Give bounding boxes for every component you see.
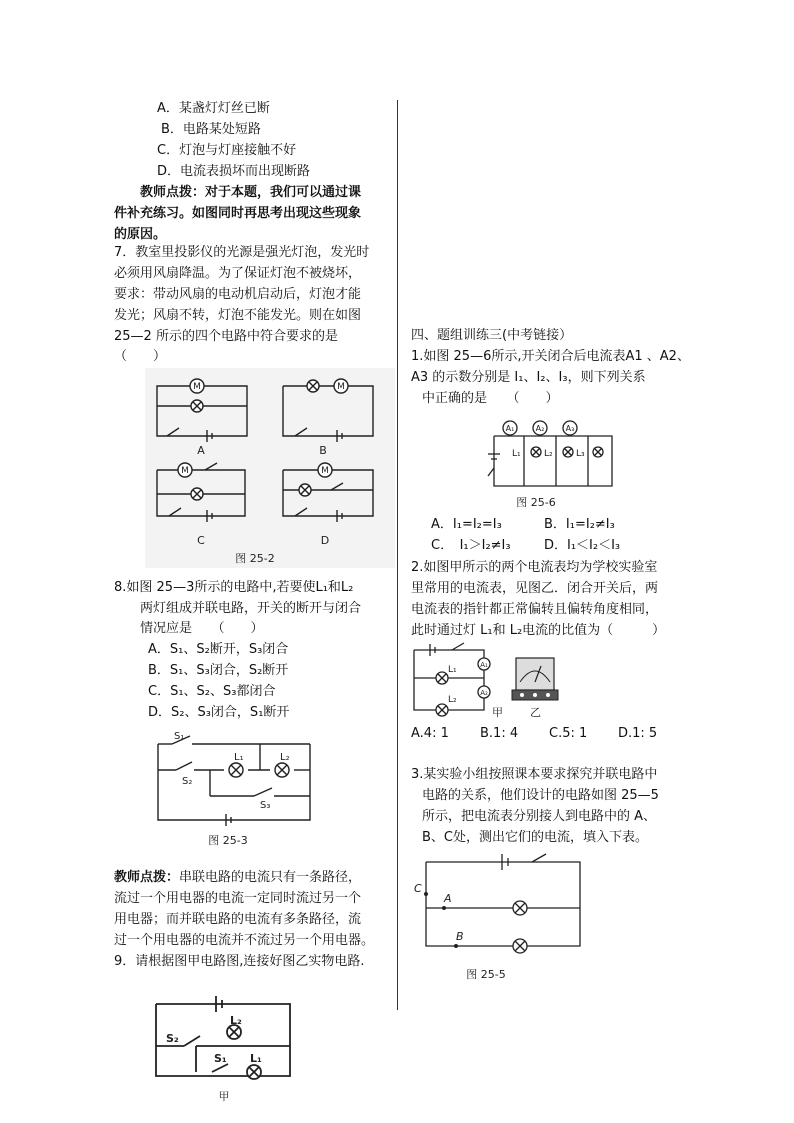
r-q3-line-3: 所示，把电流表分别接人到电路中的 A、 — [422, 809, 657, 824]
circuit-label-b: B — [319, 444, 327, 457]
q8-line-1: 8.如图 25—3所示的电路中,若要使L₁和L₂ — [114, 580, 354, 595]
r-q2-option-b: B.1: 4 — [480, 726, 519, 741]
r-q2-line-3: 电流表的指针都正常偏转且偏转角度相同， — [411, 602, 659, 617]
a2-label: A₂ — [480, 689, 488, 697]
q8-option-d: D．S₂、S₃闭合，S₁断开 — [148, 705, 290, 720]
r-q1-line-1: 1.如图 25—6所示,开关闭合后电流表A1 、A2、 — [411, 349, 690, 364]
r-q1-option-b: B．I₁=I₂≠I₃ — [544, 517, 615, 532]
q6-option-c: C．灯泡与灯座接触不好 — [157, 143, 297, 158]
l1-label: L₁ — [250, 1052, 262, 1065]
q7-line-1: 7．教室里投影仪的光源是强光灯泡，发光时 — [114, 245, 370, 260]
teacher-tip-1-line-3: 的原因。 — [114, 227, 167, 242]
l1-label: L₁ — [512, 449, 521, 459]
switch-icon — [452, 643, 464, 650]
teacher-tip-1-line-2: 件补充练习。如图同时再思考出现这些现象 — [114, 206, 362, 221]
figure-caption: 图 25-5 — [466, 968, 506, 981]
switch-s2-icon — [184, 1036, 200, 1046]
teacher-tip-2-line-1 — [114, 867, 361, 888]
a1-label: A₁ — [480, 661, 488, 669]
q8-option-c: C．S₁、S₂、S₃都闭合 — [148, 684, 276, 699]
motor-label: M — [337, 382, 345, 392]
r-q2-option-c: C.5: 1 — [549, 726, 588, 741]
motor-label: M — [321, 466, 329, 476]
motor-label: M — [193, 382, 201, 392]
r-q1-line-2: A3 的示数分别是 I₁、I₂、I₃，则下列关系 — [411, 370, 646, 385]
figure-25-5 — [410, 850, 600, 990]
q7-line-2: 必须用风扇降温。为了保证灯泡不被烧坏， — [114, 266, 362, 281]
l3-label: L₃ — [576, 449, 585, 459]
r-q3-line-1: 3.某实验小组按照课本要求探究并联电路中 — [411, 767, 658, 782]
q6-option-d: D．电流表损坏而出现断路 — [157, 164, 311, 179]
figure-caption: 图 25-3 — [208, 834, 248, 847]
l2-label: L₂ — [230, 1014, 242, 1027]
switch-icon — [532, 854, 546, 862]
r-q3-line-4: B、C处，测出它们的电流，填入下表。 — [422, 830, 648, 845]
teacher-tip-2-text: 串联电路的电流只有一条路径， — [179, 870, 362, 885]
a-label: A — [444, 892, 452, 905]
q8-line-3: 情况应是 （ ） — [140, 621, 264, 636]
teacher-tip-2-line-3: 用电器；而并联电路的电流有多条路径，流 — [114, 912, 362, 927]
figure-jia-circuit — [150, 986, 300, 1104]
point-c — [424, 892, 428, 896]
l1-label: L₁ — [448, 665, 457, 675]
teacher-tip-2-line-4: 过一个用电器的电流并不流过另一个用电器。 — [114, 933, 375, 948]
q7-line-3: 要求：带动风扇的电动机启动后，灯泡才能 — [114, 287, 362, 302]
r-q3-line-2: 电路的关系，他们设计的电路如图 25—5 — [422, 788, 659, 803]
switch-s3-icon — [254, 788, 272, 796]
r-q1-option-a: A．I₁=I₂=I₃ — [431, 517, 502, 532]
a1-label: A₁ — [505, 424, 515, 433]
circuit-label-d: D — [320, 534, 330, 547]
l2-label: L₂ — [280, 752, 290, 763]
figure-25-6 — [486, 414, 636, 510]
r-q2-line-2: 里常用的电流表，见图乙．闭合开关后，两 — [411, 581, 659, 596]
q8-option-b: B．S₁、S₃闭合，S₂断开 — [148, 663, 289, 678]
s3-label: S₃ — [260, 800, 271, 811]
motor-label: M — [181, 466, 189, 476]
q6-option-b: B．电路某处短路 — [161, 122, 261, 137]
r-q1-option-d: D．I₁＜I₂＜I₃ — [544, 538, 621, 553]
figure-caption: 图 25-6 — [516, 496, 556, 509]
s2-label: S₂ — [182, 776, 193, 787]
column-divider — [397, 100, 398, 1010]
c-label: C — [414, 882, 422, 895]
l2-label: L₂ — [544, 449, 553, 459]
l2-label: L₂ — [448, 695, 457, 705]
figure-caption: 图 25-2 — [235, 552, 275, 565]
r-q2-line-1: 2.如图甲所示的两个电流表均为学校实验室 — [411, 560, 658, 575]
yi-label: 乙 — [530, 706, 541, 719]
point-b — [454, 944, 458, 948]
q8-option-a: A．S₁、S₂断开，S₃闭合 — [148, 642, 289, 657]
circuit-label-c: C — [197, 534, 205, 547]
r-q1-line-3: 中正确的是 （ ） — [422, 391, 559, 406]
s1-label: S₁ — [214, 1052, 227, 1065]
teacher-tip-2-lead: 教师点拨： — [114, 870, 180, 885]
teacher-tip-1-line-1: 教师点拨：对于本题，我们可以通过课 — [140, 185, 362, 200]
a2-label: A₂ — [535, 424, 545, 433]
figure-25-3 — [150, 730, 330, 848]
q8-line-2: 两灯组成并联电路，开关的断开与闭合 — [140, 601, 362, 616]
q7-line-5: 25—2 所示的四个电路中符合要求的是 — [114, 329, 338, 344]
l1-label: L₁ — [234, 752, 244, 763]
r-q2-option-a: A.4: 1 — [411, 726, 449, 741]
q7-line-6: （ ） — [114, 349, 167, 364]
figure-caption: 甲 — [218, 1090, 230, 1103]
a3-label: A₃ — [565, 424, 575, 433]
teacher-tip-2-line-2: 流过一个用电器的电流一定同时流过另一个 — [114, 891, 362, 906]
ammeter-device-icon — [512, 658, 558, 700]
switch-s1-icon — [212, 1064, 228, 1072]
section-title: 四、题组训练三(中考链接） — [411, 328, 573, 343]
s2-label: S₂ — [166, 1032, 179, 1045]
figure-25-2 — [145, 368, 395, 568]
switch-s2-icon — [176, 762, 192, 770]
q7-line-4: 发光；风扇不转，灯泡不能发光。则在如图 — [114, 308, 362, 323]
r-q2-option-d: D.1: 5 — [618, 726, 658, 741]
q9-line: 9．请根据图甲电路图,连接好图乙实物电路. — [114, 954, 365, 969]
figure-q2 — [410, 642, 580, 720]
b-label: B — [456, 930, 464, 943]
r-q1-option-c: C． I₁＞I₂≠I₃ — [431, 538, 511, 553]
switch-icon — [488, 468, 494, 476]
r-q2-line-4: 此时通过灯 L₁和 L₂电流的比值为（ ） — [411, 623, 666, 638]
s1-label: S₁ — [174, 731, 185, 742]
jia-label: 甲 — [492, 706, 503, 719]
q6-option-a: A．某盏灯灯丝已断 — [157, 101, 270, 116]
point-a — [442, 906, 446, 910]
circuit-label-a: A — [197, 444, 205, 457]
